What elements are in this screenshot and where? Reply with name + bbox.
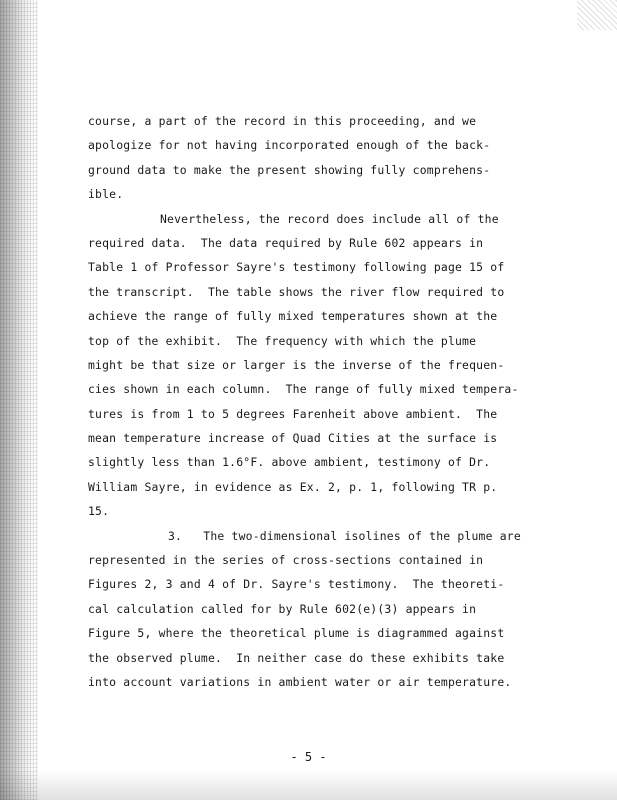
text-line: ible. [88,187,124,202]
text-line: Table 1 of Professor Sayre's testimony following page 15 of [88,260,505,275]
text-line: apologize for not having incorporated enough of the back- [88,138,491,153]
text-line: slightly less than 1.6°F. above ambient, testimony of Dr. [88,455,491,470]
text-line: Figures 2, 3 and 4 of Dr. Sayre's testimony. The theoreti- [88,577,505,592]
text-line: into account variations in ambient water or air temperature. [88,674,512,689]
text-line: cies shown in each column. The range of fully mixed tempera- [88,382,519,397]
paragraph-continuation [88,109,533,207]
scan-edge-noise [0,0,38,800]
page-number: - 5 - [290,750,327,764]
text-line: mean temperature increase of Quad Cities at the surface is [88,431,498,446]
text-line: achieve the range of fully mixed temperatures shown at the [88,309,498,324]
text-line: Nevertheless, the record does include all of the [160,211,499,226]
text-line: ground data to make the present showing fully comprehens- [88,162,491,177]
text-line: tures is from 1 to 5 degrees Farenheit above ambient. The [88,406,498,421]
text-line: the observed plume. In neither case do these exhibits take [88,650,505,665]
text-line: top of the exhibit. The frequency with which the plume [88,333,477,348]
document-body [88,109,533,694]
text-line: represented in the series of cross-sections contained in [88,553,484,568]
text-line: the transcript. The table shows the river flow required to [88,284,505,299]
paragraph-3 [88,524,533,695]
text-line: 3. The two-dimensional isolines of the plume are [168,528,521,543]
paragraph-nevertheless [88,207,533,524]
text-line: course, a part of the record in this proceeding, and we [88,114,477,128]
text-line: Figure 5, where the theoretical plume is diagrammed against [88,626,505,641]
text-line: might be that size or larger is the inverse of the frequen- [88,357,505,372]
text-line: cal calculation called for by Rule 602(e)(3) appears in [88,601,477,616]
scan-bottom-shadow [0,770,617,800]
text-line: required data. The data required by Rule 602 appears in [88,235,484,250]
text-line: 15. [88,504,110,519]
text-line: William Sayre, in evidence as Ex. 2, p. 1, following TR p. [88,479,498,494]
scan-corner-noise [577,0,617,30]
